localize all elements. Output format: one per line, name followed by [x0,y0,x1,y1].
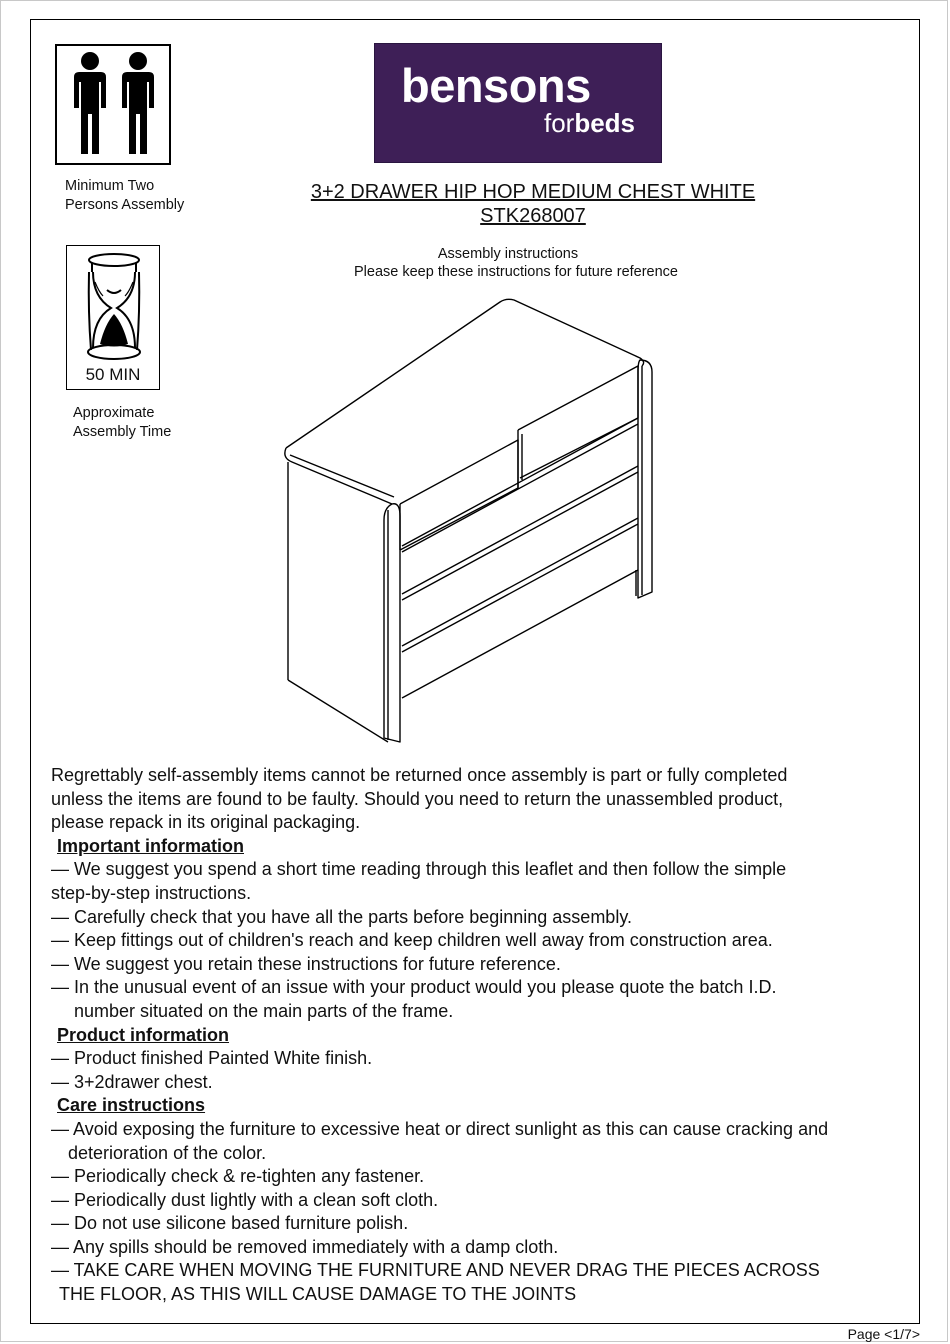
product-info-line: — 3+2drawer chest. [51,1071,213,1092]
product-code: STK268007 [480,205,586,227]
time-caption [73,404,171,442]
assembly-time-badge [66,245,160,390]
important-line: — Keep fittings out of children's reach and keep children well away from construction area. [51,930,773,951]
important-line: — In the unusual event of an issue with your product would you please quote the batch I.D. [51,977,777,998]
instructions-title: Assembly instructions [437,246,579,262]
product-title: 3+2 DRAWER HIP HOP MEDIUM CHEST WHITE [310,181,756,203]
care-line: THE FLOOR, AS THIS WILL CAUSE DAMAGE TO THE JOINTS [59,1284,577,1305]
logo-sub-light: for [543,108,575,138]
important-line: — Carefully check that you have all the parts before beginning assembly. [51,906,632,927]
care-line: — Any spills should be removed immediately with a damp cloth. [51,1236,559,1257]
care-line: — TAKE CARE WHEN MOVING THE FURNITURE AND NEVER DRAG THE PIECES ACROSS [51,1260,820,1281]
intro-line: please repack in its original packaging. [51,812,361,833]
instructions-subtitle: Please keep these instructions for future reference [353,264,678,280]
care-line: deterioration of the color. [68,1142,267,1163]
persons-caption-line2: Persons Assembly [65,197,185,213]
two-persons-badge [55,44,171,165]
important-heading: Important information [57,835,244,856]
persons-caption [65,177,184,215]
instructions-body [51,764,911,1307]
intro-line: Regrettably self-assembly items cannot be returned once assembly is part or fully completed [51,765,788,785]
logo-main-text: bensons [401,59,591,112]
care-heading: Care instructions [57,1095,206,1116]
logo-sub-bold: beds [574,108,635,138]
page-number: Page <1/7> [847,1326,920,1342]
logo-sub-text [544,108,635,139]
two-persons-icon [65,50,161,158]
important-line: — We suggest you spend a short time reading through this leaflet and then follow the simple [51,859,787,880]
intro-line: unless the items are found to be faulty. Should you need to return the unassembled product, [51,788,784,809]
chest-of-drawers-illustration [270,290,670,760]
product-info-heading: Product information [57,1024,229,1045]
care-line: — Do not use silicone based furniture polish. [51,1213,409,1234]
care-line: — Periodically check & re-tighten any fastener. [51,1166,425,1187]
important-line: number situated on the main parts of the frame. [74,1000,454,1021]
bensons-logo [374,43,662,163]
important-line: step-by-step instructions. [51,882,252,903]
important-line: — We suggest you retain these instructions for future reference. [51,953,561,974]
care-line: — Avoid exposing the furniture to excessive heat or direct sunlight as this can cause cracking and [51,1118,829,1139]
persons-caption-line1: Minimum Two [65,178,155,194]
hourglass-icon [85,252,143,364]
care-line: — Periodically dust lightly with a clean soft cloth. [51,1189,439,1210]
assembly-time-value: 50 MIN [85,365,141,384]
product-info-line: — Product finished Painted White finish. [51,1048,373,1069]
time-caption-line2: Assembly Time [73,424,172,440]
time-caption-line1: Approximate [73,405,155,421]
